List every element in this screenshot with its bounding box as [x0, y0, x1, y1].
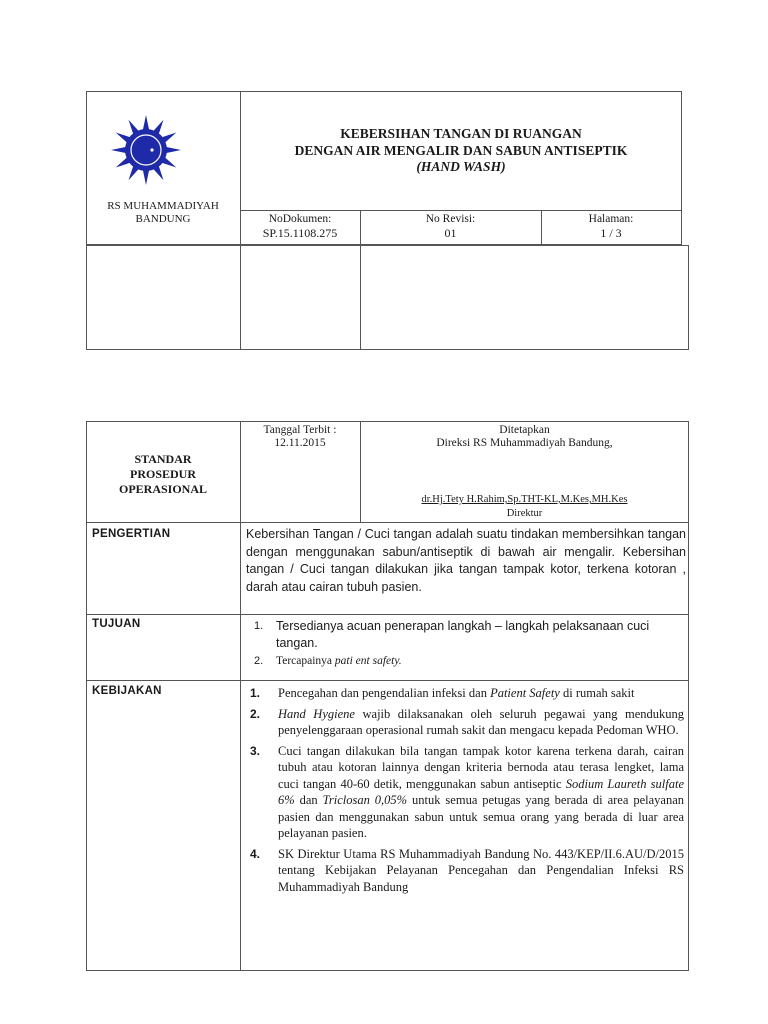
kebijakan-item-number: 2. [250, 706, 261, 721]
kebijakan-text: dan [294, 793, 323, 807]
kebijakan-italic: Hand Hygiene [278, 706, 355, 721]
issue-date [241, 424, 359, 450]
title-line2: DENGAN AIR MENGALIR DAN SABUN ANTISEPTIK [294, 142, 628, 158]
kebijakan-text: di rumah sakit [559, 686, 635, 700]
revision-label: No Revisi: [425, 213, 476, 225]
logo-ray [166, 147, 181, 153]
kebijakan-item [242, 706, 684, 739]
tujuan-item-text: Tercapainya [276, 655, 335, 667]
kebijakan-label: KEBIJAKAN [92, 685, 162, 697]
logo [110, 102, 182, 192]
pengertian-label: PENGERTIAN [92, 528, 171, 540]
tujuan-list [242, 618, 682, 670]
tujuan-label: TUJUAN [92, 618, 141, 630]
revision-value: 01 [444, 226, 457, 240]
tujuan-item-number: 2. [254, 655, 264, 667]
doc-number-value: SP.15.1108.275 [262, 226, 338, 240]
kebijakan-text: untuk semua petugas yang berada di area pelayanan pasien dan menggunakan sabun untuk semua orang yang berada di luar area pelayanan pasien. [278, 793, 684, 840]
kebijakan-item-number: 3. [250, 743, 261, 758]
revision-cell [361, 212, 540, 240]
kebijakan-item-number: 4. [250, 846, 261, 861]
row-divider-1 [86, 522, 689, 523]
kebijakan-text: Pencegahan dan pengendalian infeksi dan [278, 686, 491, 700]
title-line1: KEBERSIHAN TANGAN DI RUANGAN [340, 126, 582, 141]
kebijakan-item [242, 685, 684, 702]
sop-label-column-divider [240, 421, 241, 971]
tujuan-item [242, 653, 682, 670]
pengertian-text: Kebersihan Tangan / Cuci tangan adalah suatu tindakan membersihkan tangan dengan menggunakan sabun/antiseptik di bawah air mengalir. Kebersihan tangan / Cuci tangan dilakukan jika tangan tampak kotor, terkena kotoran , darah atau cairan tubuh pasien. [246, 527, 686, 594]
page-cell [542, 212, 680, 240]
muhammadiyah-sun-icon [110, 102, 182, 192]
kebijakan-text: Cuci tangan dilakukan bila tangan tampak kotor karena terkena darah, cairan tubuh atau kotoran lainnya dengan kriteria bernoda atau terasa lengket, lama cuci tangan 40-60 detik, menggunakan sabun antiseptic [278, 743, 684, 791]
row-divider-2 [86, 614, 689, 615]
sop-label-line3: OPERASIONAL [118, 482, 207, 496]
kebijakan-italic: Sodium Laureth sulfate 6% [278, 776, 684, 807]
kebijakan-list [242, 685, 684, 899]
document-title [242, 126, 680, 176]
kebijakan-item [242, 846, 684, 896]
page-value: 1 / 3 [600, 226, 622, 240]
issue-date-value: 12.11.2015 [274, 437, 326, 449]
kebijakan-italic: Triclosan 0,05% [322, 793, 408, 807]
tujuan-item-italic: pati ent safety. [334, 655, 402, 667]
director-block [361, 493, 688, 521]
logo-ray [111, 147, 126, 153]
director-title: Direktur [506, 508, 543, 519]
issue-date-label: Tanggal Terbit : [263, 424, 337, 436]
logo-ray [143, 115, 149, 130]
sop-label-line1: STANDAR [134, 452, 192, 466]
tujuan-item-text: Tersedianya acuan penerapan langkah – langkah pelaksanaan cuci tangan. [276, 619, 650, 650]
sop-label-line2: PROSEDUR [129, 467, 196, 481]
kebijakan-item [242, 743, 684, 842]
kebijakan-text: SK Direktur Utama RS Muhammadiyah Bandung No. 443/KEP/II.6.AU/D/2015 tentang Kebijakan Pelayanan Pencegahan dan Pengendalian Infeksi RS Muhammadiyah Bandung [278, 846, 684, 894]
org-name-line2: BANDUNG [135, 213, 191, 225]
org-name [88, 200, 238, 226]
kebijakan-item-number: 1. [250, 686, 261, 700]
established-by: Direksi RS Muhammadiyah Bandung, [436, 437, 613, 449]
kebijakan-italic: Patient Safety [490, 686, 560, 700]
kebijakan-text: wajib dilaksanakan oleh seluruh pegawai yang mendukung penyelenggaraan operasional rumah sakit dan mengacu kepada Pedoman WHO. [278, 706, 685, 737]
title-line3: (HAND WASH) [416, 159, 506, 174]
director-name: dr.Hj.Tety H.Rahim,Sp.THT-KL,M.Kes,MH.Kes [421, 494, 628, 505]
doc-number-label: NoDokumen: [268, 213, 332, 225]
established-label: Ditetapkan [499, 424, 550, 436]
sop-label [88, 452, 238, 497]
org-name-line1: RS MUHAMMADIYAH [107, 200, 219, 212]
logo-ray [143, 170, 149, 185]
header-empty-row [86, 245, 689, 350]
tujuan-item-number: 1. [254, 620, 264, 632]
page-label: Halaman: [588, 213, 634, 225]
row-divider-3 [86, 680, 689, 681]
tujuan-item [242, 618, 682, 651]
header-divider-meta [240, 210, 682, 211]
doc-number-cell [241, 212, 359, 240]
established-block [361, 424, 688, 450]
